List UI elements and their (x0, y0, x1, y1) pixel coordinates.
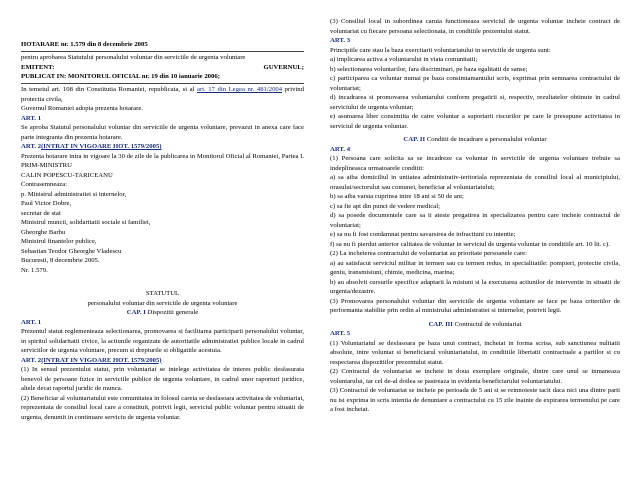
statute-article-3-intro: Principiile care stau la baza exercitarii voluntariatului in serviciile de urgenta sunt: (330, 46, 551, 54)
signature-line: Ministrul muncii, solidaritatii sociale si familiei, (21, 219, 151, 226)
list-item: b) au absolvit cursurile specifice adaptarii la misiuni si la executarea actiunilor de interventie in situatii de urgenta/dezastre. (330, 278, 620, 295)
law-link[interactable]: art. 17 din Legea nr. 481/2004 (197, 86, 283, 93)
emitent-value: GUVERNUL; (263, 63, 304, 71)
list-item: e) asumarea liber consimtita de catre voluntar a suportarii riscurilor pe care le presupune activitatea in serviciul de urgenta voluntar. (330, 113, 620, 130)
statute-article-2-p2: (2) Beneficiar al voluntariatului este comunitatea in folosul careia se desfasoara activitatea de voluntariat, reprezentata de consiliul local care a constituit, potrivit legii, serviciul public voluntar pentru situatii de urgenta, denumit in continuare serviciu de urgenta voluntar. (21, 394, 304, 421)
signature-line: Gheorghe Barbu (21, 228, 66, 236)
chapter-1-heading: CAP. I Dispozitii generale (126, 309, 199, 316)
signature-line: Ministrul finantelor publice, (21, 238, 97, 245)
list-item: a) sa aiba domiciliul in unitatea administrativ-teritoriala reprezentata de consiliul local al municipiului, orasului/sectorului sau comunei, beneficiar al voluntariatului; (330, 174, 620, 191)
article-1-text: Se aproba Statutul personalului voluntar din serviciile de urgenta voluntare, prevazut in anexa care face parte integranta din prezenta hotarare. (21, 124, 304, 141)
statute-article-1-heading: ART. 1 (21, 318, 42, 326)
signature-line: secretar de stat (21, 209, 61, 217)
signature-line: Bucuresti, 8 decembrie 2005. (21, 257, 100, 264)
signature-line: Contrasemneaza: (21, 181, 68, 188)
statute-article-4-p1: (1) Persoana care solicita sa se incadreze ca voluntar in serviciile de urgenta voluntare trebuie sa indeplineasca urmatoarele conditii: (330, 155, 620, 172)
signature-line: Sebastian Teodor Gheorghe Vladescu (21, 247, 122, 255)
emitent-label: EMITENT: (21, 63, 55, 71)
chapter-2-heading: CAP. II Conditii de incadrare a personalului voluntar (403, 136, 547, 143)
list-item: a) au satisfacut serviciul militar in termen sau cu termen redus, in specialitatile: pompieri, protectie civila, geniu, transmisiuni, chimie, medicina, marina; (330, 259, 620, 276)
list-item: d) incadrarea si promovarea voluntarului conform pregatirii si, respectiv, rezultatelor obtinute in cadrul serviciului de urgenta voluntar; (330, 94, 620, 111)
left-column (21, 40, 304, 422)
list-item: d) sa posede documentele care sa ii ateste pregatirea in specializarea pentru care incheie contractul de voluntariat; (330, 212, 620, 229)
signature-line: CALIN POPESCU-TARICEANU (21, 171, 113, 179)
statute-article-3-heading: ART. 3 (330, 37, 351, 44)
statute-title: STATUTUL (145, 290, 180, 297)
statute-article-5-p2: (2) Contractul de voluntariat se incheie in doua exemplare originale, dintre care unul se inmaneaza voluntarului, iar cel de-al doilea se pastreaza in evidenta beneficiarului voluntariatului. (330, 368, 620, 385)
list-item: f) sa nu fi pierdut anterior calitatea de voluntar in serviciul de urgenta voluntar in conditiile art. 10 lit. c). (330, 240, 610, 248)
statute-article-2-heading: ART. 2(INTRAT IN VIGOARE HOT. 1579/2005) (21, 356, 162, 364)
list-item: e) sa nu fi fost condamnat pentru savarsirea de infractiuni cu intentie; (330, 231, 516, 238)
statute-article-4-p3: (3) Promovarea personalului voluntar din serviciile de urgenta voluntare se face pe baza criteriilor de performanta stabilite prin ordin al ministrului administratiei si internelor, potrivit legii. (330, 297, 620, 314)
chapter-3-heading: CAP. III Contractul de voluntariat (428, 320, 522, 328)
emitent-row (21, 63, 304, 73)
statute-article-5-p1: (1) Voluntariatul se desfasoara pe baza unui contract, incheiat in forma scrisa, sub sanctiunea nulitatii absolute, intre voluntar si beneficiarul voluntariatului, in conditiile libertatii contractuale a partilor si cu respectarea dispozitiilor prezentului statut. (330, 339, 620, 366)
statute-article-2-note[interactable]: (INTRAT IN VIGOARE HOT. 1579/2005) (41, 356, 162, 364)
divider (21, 51, 304, 52)
statute-article-5-p3: (3) Contractul de voluntariat se incheie pe perioada de 5 ani si se reinnoieste tacit daca nici una dintre parti nu isi exprima in scris intentia de denuntare a contractului cu 15 zile inainte de expirarea termenului pe care a fost incheiat. (330, 387, 620, 413)
intro-adoption: Guvernul Romaniei adopta prezenta hotarare. (21, 105, 143, 112)
statute-article-4-heading: ART. 4 (330, 145, 351, 153)
publication-info: PUBLICAT IN: MONITORUL OFICIAL nr. 19 din 10 ianuarie 2006; (21, 73, 220, 80)
signature-line: p. Ministrul administratiei si internelor, (21, 190, 127, 198)
statute-subtitle: personalului voluntar din serviciile de urgenta voluntare (87, 299, 238, 307)
spacer (21, 275, 304, 289)
article-1-heading: ART. 1 (21, 114, 42, 122)
list-item: b) selectionarea voluntarilor, fara discriminari, pe baza egalitatii de sanse; (330, 65, 528, 73)
statute-article-1-text: Prezentul statut reglementeaza selectionarea, promovarea si facilitarea participarii personalului voluntar, in spiritul solidaritatii civice, la actiunile organizate de autoritatile administratiei publice locale in cadrul serviciilor de urgenta voluntare, precum si drepturile si obligatiile acestuia. (21, 328, 304, 354)
list-item: b) sa aiba varsta cuprinsa intre 18 ani si 50 de ani; (330, 193, 464, 200)
divider (21, 83, 304, 84)
intro-paragraph: In temeiul art. 108 din Constitutia Romaniei, republicata, si al art. 17 din Legea nr. 481/2004 privind protectia civila, (21, 86, 304, 103)
signature-line: PRIM-MINISTRU (21, 162, 72, 169)
statute-article-2-p3: (3) Consiliul local in subordinea caruia functioneaza serviciul de urgenta voluntar incheie contract de voluntariat cu fiecare persoana selectionata, in conditiile prezentului statut. (330, 18, 620, 35)
statute-article-5-heading: ART. 5 (330, 330, 351, 337)
article-2-note[interactable]: (INTRAT IN VIGOARE HOT. 1579/2005) (41, 143, 162, 150)
statute-article-2-p1: (1) In sensul prezentului statut, prin voluntariat se intelege activitatea de interes public desfasurata benevol de persoane fizice in serviciile publice de urgenta voluntare, in cadrul unor raporturi juridice, altele decat raportul juridic de munca. (21, 366, 304, 392)
right-column (330, 17, 620, 415)
signature-line: Nr. 1.579. (21, 266, 48, 274)
decision-subject: pentru aprobarea Statutului personalului voluntar din serviciile de urgenta voluntare (21, 54, 246, 61)
article-2-text: Prezenta hotarare intra in vigoare la 30 de zile de la publicarea in Monitorul Oficial al Romaniei, Partea I. (21, 152, 304, 160)
signature-line: Paul Victor Dobre, (21, 200, 72, 207)
statute-article-4-p2: (2) La incheierea contractului de voluntariat au prioritate persoanele care: (330, 250, 527, 257)
article-2-heading: ART. 2(INTRAT IN VIGOARE HOT. 1579/2005) (21, 143, 162, 150)
list-item: c) sa fie apt din punct de vedere medical; (330, 202, 440, 210)
list-item: c) participarea ca voluntar numai pe baza consimtamantului scris, exprimat prin semnarea contractului de voluntariat; (330, 75, 620, 92)
list-item: a) implicarea activa a voluntarului in viata comunitatii; (330, 56, 478, 63)
decision-title: HOTARARE nr. 1.579 din 8 decembrie 2005 (21, 41, 148, 48)
